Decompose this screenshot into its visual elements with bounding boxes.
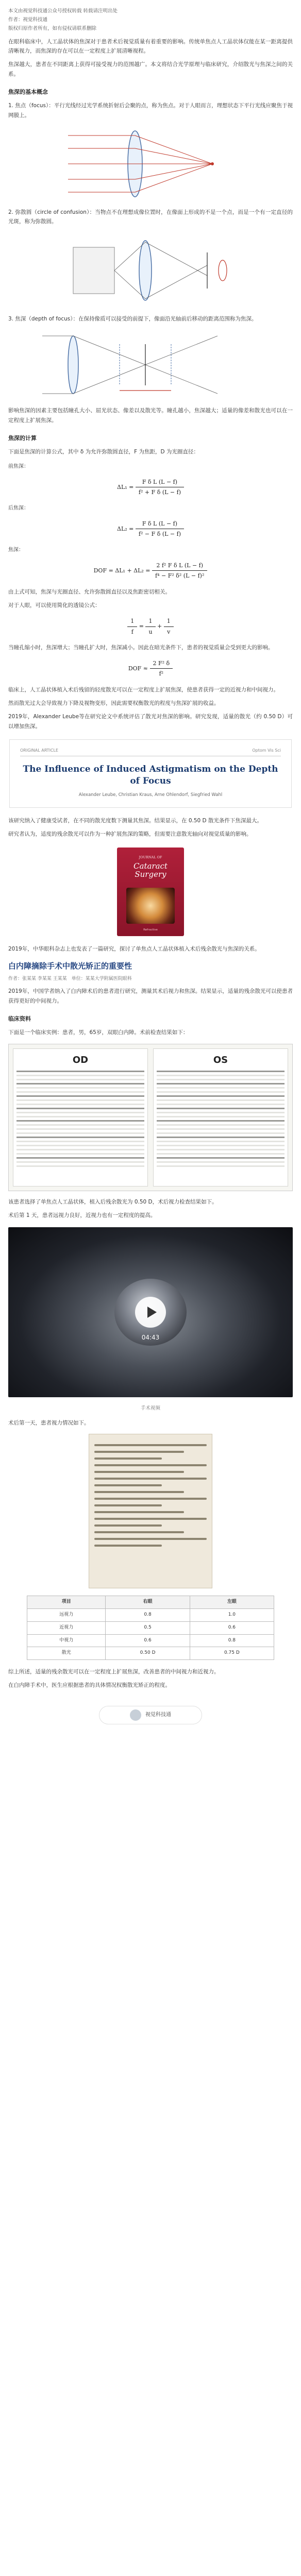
table-cell: 0.6 [190, 1621, 274, 1634]
section-heading: 焦深的计算 [8, 434, 37, 442]
paper-screenshot [9, 739, 292, 808]
account-name: 视觉科技通 [145, 1712, 171, 1718]
table-header-cell: 项目 [27, 1596, 106, 1609]
paper-header [20, 747, 281, 756]
formula-lhs: DOF ≈ [128, 665, 148, 672]
body-paragraph: 当瞳孔缩小时，焦深增大；当瞳孔扩大时，焦深减小。因此在暗光条件下，患者的视觉质量会受到更大的影响。 [8, 644, 274, 651]
formula-lhs: ΔL₂ = [117, 525, 134, 532]
section-heading: 临床资料 [8, 1015, 31, 1022]
numerator: 1 [145, 616, 155, 626]
body-paragraph: 下面是一个临床实例：患者，男，65岁，双眼白内障。术前检查结果如下： [8, 1029, 189, 1036]
body-paragraph: 临床上，人工晶状体植入术后残留的轻度散光可以在一定程度上扩展焦深，使患者获得一定的近视力和中间视力。 [8, 686, 279, 693]
cn-paper-authors: 作者：张某某 李某某 王某某 单位：某某大学附属医院眼科 [8, 976, 132, 981]
table-cell: 0.6 [106, 1634, 190, 1647]
fraction [136, 477, 184, 498]
journal-section: ORIGINAL ARTICLE [20, 748, 59, 753]
vision-results-table [27, 1596, 274, 1660]
table-cell: 0.75 D [190, 1647, 274, 1660]
fraction [152, 561, 207, 581]
formula-lhs: DOF = ΔL₁ + ΔL₂ = [93, 567, 150, 574]
fraction [164, 616, 174, 637]
numerator: 1 [127, 616, 137, 626]
focus-diagram [58, 125, 243, 202]
intro-paragraph: 焦深越大，患者在不同距离上获得可接受视力的范围越广。本文将结合光学原理与临床研究，介绍散光与焦深之间的关系。 [8, 61, 293, 77]
confusion-circle [219, 260, 227, 281]
body-paragraph: 在白内障手术中，医生应根据患者的具体情况权衡散光矫正的程度。 [8, 1682, 171, 1689]
formula-lhs: ΔL₁ = [117, 483, 134, 490]
object-plane [73, 247, 114, 294]
denominator: f² + F δ (L − f) [138, 489, 181, 496]
journal-cover-image [117, 848, 184, 936]
journal-cover-photo [126, 888, 175, 924]
body-paragraph: 2. 弥散圆（circle of confusion）：当物点不在理想成像位置时，在像面上形成的不是一个点，而是一个有一定直径的光斑，称为弥散圆。 [8, 209, 293, 225]
paper-title: The Influence of Induced Astigmatism on the Depth of Focus [23, 764, 278, 787]
eye-label: OS [213, 1054, 228, 1065]
body-paragraph: 影响焦深的因素主要包括瞳孔大小、屈光状态、像差以及散光等。瞳孔越小，焦深越大；适量的像差和散光也可以在一定程度上扩展焦深。 [8, 408, 293, 423]
denominator: f² [159, 670, 164, 677]
denominator: f [131, 628, 133, 635]
journal-cover-title: Cataract Surgery [133, 861, 168, 879]
table-cell: 1.0 [190, 1609, 274, 1622]
paper-authors: Alexander Leube, Christian Kraus, Arne Ohlendorf, Siegfried Wahl [78, 792, 223, 798]
journal-cover-bottom: Refractive [143, 928, 158, 932]
table-row [27, 1634, 274, 1647]
body-paragraph: 3. 焦深（depth of focus）：在保持像质可以接受的前提下，像面沿光轴前后移动的距离范围称为焦深。 [8, 315, 257, 322]
report-column-os [153, 1048, 288, 1187]
meta-line: 本文由视觉科技通公众号授权转载 转载请注明出处 [8, 8, 118, 14]
denominator: v [167, 628, 171, 635]
body-paragraph: 2019年，Alexander Leube等在研究论文中系统评估了散光对焦深的影响。研究发现，适量的散光（约 0.50 D）可以增加焦深。 [8, 714, 293, 730]
table-cell: 0.5 [106, 1621, 190, 1634]
meta-line: 版权归原作者所有，如有侵权请联系删除 [8, 26, 97, 32]
prescription-photo [89, 1434, 212, 1588]
numerator: 2 f² F δ L (L − f) [152, 561, 207, 571]
journal-cover-top: JOURNAL OF [139, 855, 162, 859]
fraction [150, 658, 173, 679]
depth-of-focus-diagram [32, 329, 269, 401]
cn-paper-title: 白内障摘除手术中散光矫正的重要性 [8, 961, 132, 971]
table-row [27, 1647, 274, 1660]
approx-dof-formula [8, 658, 293, 679]
section-heading: 焦深的基本概念 [8, 89, 48, 96]
body-paragraph: 该研究纳入了健康受试者，在不同的散光度数下测量其焦深。结果显示，在 0.50 D 散光条件下焦深最大。 [8, 817, 262, 824]
exam-report-image [8, 1044, 293, 1191]
numerator: 2 F² δ [150, 658, 173, 669]
front-depth-formula [8, 477, 293, 498]
fraction [136, 519, 184, 539]
circle-of-confusion-diagram [53, 232, 248, 309]
formula-intro: 下面是焦深的计算公式，其中 δ 为允许弥散圆直径，F 为焦距，D 为光圈直径： [8, 449, 199, 455]
operator: + [157, 623, 162, 630]
formula-note: 由上式可知，焦深与光圈直径、允许弥散圆直径以及焦距密切相关。 [8, 588, 171, 595]
body-paragraph: 然而散光过大会导致视力下降及视物变形，因此需要权衡散光的程度与焦深扩展的收益。 [8, 700, 220, 707]
formula-label: 焦深： [8, 547, 24, 553]
lens-equation-intro: 对于人眼，可以使用简化的透镜公式： [8, 602, 101, 608]
lens-shape [68, 336, 78, 394]
body-paragraph: 研究者认为，适度的残余散光可以作为一种扩展焦深的策略，但需要注意散光轴向对视觉质量的影响。 [8, 831, 252, 838]
body-paragraph: 1. 焦点（focus）：平行光线经过光学系统折射后会聚的点，称为焦点。对于人眼而言，理想状态下平行光线应聚焦于视网膜上。 [8, 103, 293, 118]
fraction [127, 616, 137, 637]
lens-shape [139, 241, 152, 300]
numerator: 1 [164, 616, 174, 626]
numerator: F δ L (L − f) [136, 477, 184, 487]
body-paragraph: 术后第 1 天，患者远视力良好，近视力也有一定程度的提高。 [8, 1212, 156, 1218]
body-paragraph: 2019年，中国学者纳入了白内障术后的患者进行研究，测量其术后视力和焦深。结果显示，适量的残余散光可以使患者获得更好的中间视力。 [8, 988, 293, 1004]
table-cell: 0.50 D [106, 1647, 190, 1660]
body-paragraph: 综上所述，适量的残余散光可以在一定程度上扩展焦深，改善患者的中间视力和近视力。 [8, 1669, 220, 1675]
lens-equation [8, 616, 293, 637]
meta-line: 作者：视觉科技通 [8, 17, 48, 23]
avatar [130, 1709, 141, 1721]
table-header-cell: 左眼 [190, 1596, 274, 1609]
eye-label: OD [72, 1054, 89, 1065]
intro-paragraph: 在眼科临床中，人工晶状体的焦深对于患者术后视觉质量有着重要的影响。传统单焦点人工晶状体仅能在某一距离提供清晰视力，而焦深的存在可以在一定程度上扩展清晰视程。 [8, 38, 293, 54]
formula-label: 后焦深： [8, 505, 29, 511]
table-cell: 近视力 [27, 1621, 106, 1634]
back-depth-formula [8, 519, 293, 539]
table-header-row [27, 1596, 274, 1609]
table-cell: 中视力 [27, 1634, 106, 1647]
body-paragraph: 术后第一天，患者视力情况如下。 [8, 1419, 90, 1426]
numerator: F δ L (L − f) [136, 519, 184, 529]
table-cell: 远视力 [27, 1609, 106, 1622]
journal-name: Optom Vis Sci [252, 748, 281, 753]
fraction [145, 616, 155, 637]
report-column-od [13, 1048, 148, 1187]
denominator: f⁴ − F² δ² (L − f)² [155, 572, 205, 580]
video-caption: 手术视频 [140, 1405, 160, 1412]
article-meta [8, 7, 293, 33]
table-cell: 0.8 [190, 1634, 274, 1647]
table-header-cell: 右眼 [106, 1596, 190, 1609]
surgery-video[interactable] [8, 1227, 293, 1397]
total-depth-formula [8, 561, 293, 581]
table-cell: 散光 [27, 1647, 106, 1660]
focal-point [211, 162, 214, 165]
operator: = [139, 623, 144, 630]
denominator: f² − F δ (L − f) [138, 531, 181, 538]
play-icon[interactable] [135, 1297, 166, 1328]
table-row [27, 1609, 274, 1622]
denominator: u [148, 628, 153, 635]
account-footer[interactable] [99, 1706, 202, 1724]
light-rays [114, 242, 207, 299]
table-cell: 0.8 [106, 1609, 190, 1622]
formula-label: 前焦深： [8, 463, 29, 469]
body-paragraph: 2019年，中华眼科杂志上也发表了一篇研究，探讨了单焦点人工晶状体植入术后残余散光与焦深的关系。 [8, 945, 260, 952]
body-paragraph: 该患者选择了单焦点人工晶状体，植入后残余散光为 0.50 D，术后视力检查结果如下。 [8, 1198, 218, 1205]
table-row [27, 1621, 274, 1634]
video-duration: 04:43 [141, 1334, 160, 1342]
